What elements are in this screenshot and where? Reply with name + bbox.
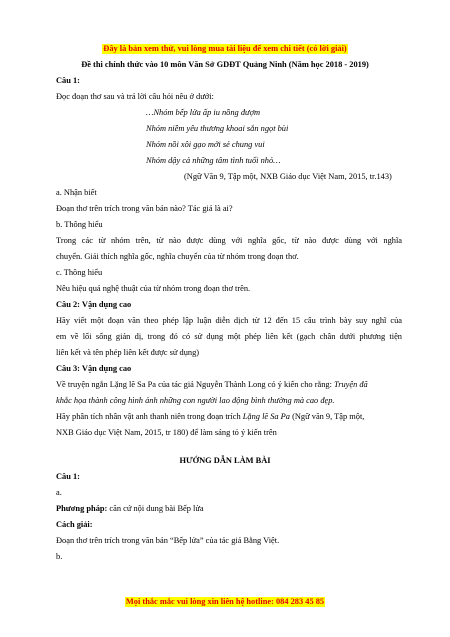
question-3-line (56, 380, 402, 390)
exam-title: Đề thi chính thức vào 10 môn Văn Sở GDĐT Quảng Ninh (Năm học 2018 - 2019) (81, 60, 369, 69)
part-a-question: Đoạn thơ trên trích trong văn bản nào? Tác giả là ai? (56, 204, 233, 213)
question-3-quote-line: khắc họa thành công hình ảnh những con người lao động bình thường mà cao đẹp. (56, 396, 335, 405)
poem-line: Nhóm nồi xôi gạo mới sẻ chung vui (146, 140, 265, 149)
poem-line: Nhóm niềm yêu thương khoai sắn ngọt bùi (146, 124, 289, 133)
question-3-text: Hãy phân tích nhân vật anh thanh niên trong đoạn trích (56, 412, 243, 421)
guide-part-b: b. (56, 552, 63, 561)
poem-line: …Nhóm bếp lửa ấp iu nồng đượm (146, 108, 261, 117)
solution-label: Cách giải: (56, 520, 93, 529)
part-c-question: Nêu hiệu quả nghệ thuật của từ nhóm trong đoạn thơ trên. (56, 284, 251, 293)
solution-text: Đoạn thơ trên trích trong văn bản “Bếp lửa” của tác giả Bằng Việt. (56, 536, 280, 545)
method-label: Phương pháp: (56, 504, 108, 513)
part-a-label: a. Nhận biết (56, 188, 97, 197)
poem-source: (Ngữ Văn 9, Tập một, NXB Giáo dục Việt Nam, 2015, tr.143) (184, 172, 392, 181)
guide-heading: HƯỚNG DẪN LÀM BÀI (179, 456, 271, 465)
question-2-line: liên kết và tên phép liên kết được sử dụng) (56, 348, 200, 357)
hotline-banner-text: Mọi thắc mắc vui lòng xin liên hệ hotline: 084 283 45 85 (125, 597, 325, 606)
method-text: căn cứ nội dung bài Bếp lửa (107, 504, 204, 513)
question-1-heading: Câu 1: (56, 76, 80, 85)
poem-line: Nhóm dậy cả những tâm tình tuổi nhỏ… (146, 156, 281, 165)
guide-question-1: Câu 1: (56, 472, 80, 481)
question-3-text: (Ngữ văn 9, Tập một, (290, 412, 365, 421)
guide-part-a: a. (56, 488, 62, 497)
work-title: Lặng lẽ Sa Pa (242, 412, 290, 421)
question-3-line (56, 412, 402, 422)
hotline-banner (40, 597, 410, 607)
question-3-heading: Câu 3: Vận dụng cao (56, 364, 132, 373)
question-2-line: em về lối sống giản dị, trong đó có sử dụng một phép liên kết (gạch chân dưới phương tiện (56, 332, 402, 341)
part-b-question-line: chuyển. Giải thích nghĩa gốc, nghĩa chuyển của từ nhóm trong đoạn thơ. (56, 252, 299, 261)
question-2-line: Hãy viết một đoạn văn theo phép lập luận diễn dịch từ 12 đến 15 câu trình bày suy nghĩ của (56, 316, 402, 325)
question-3-quote: Truyện đã (334, 380, 368, 389)
preview-banner-text: Đây là bản xem thử, vui lòng mua tài liệu để xem chi tiết (có lời giải) (103, 44, 347, 53)
preview-banner (40, 44, 410, 54)
part-c-label: c. Thông hiểu (56, 268, 103, 277)
part-b-question-line: Trong các từ nhóm trên, từ nào được dùng với nghĩa gốc, từ nào được dùng với nghĩa (56, 236, 402, 245)
method-line (56, 504, 402, 514)
question-3-line: NXB Giáo dục Việt Nam, 2015, tr 180) để làm sáng tỏ ý kiến trên (56, 428, 277, 437)
part-b-label: b. Thông hiểu (56, 220, 103, 229)
question-2-heading: Câu 2: Vận dụng cao (56, 300, 132, 309)
question-1-prompt: Đọc đoạn thơ sau và trả lời câu hỏi nêu ở dưới: (56, 92, 214, 101)
question-3-text: Về truyện ngắn Lặng lẽ Sa Pa của tác giả Nguyễn Thành Long có ý kiến cho rằng: (56, 380, 334, 389)
